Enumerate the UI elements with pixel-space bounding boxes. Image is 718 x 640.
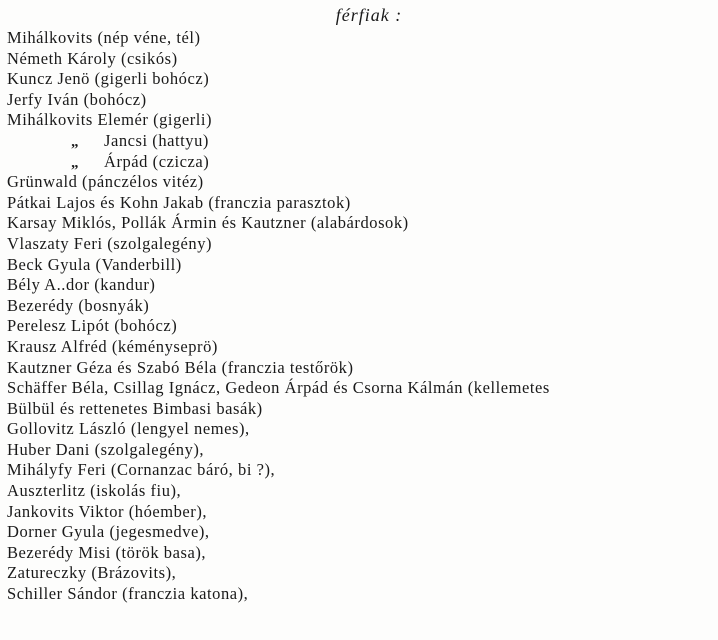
list-item: Bezerédy Misi (török basa), bbox=[7, 542, 207, 562]
list-item: Dorner Gyula (jegesmedve), bbox=[7, 522, 210, 542]
list-item: Bülbül és rettenetes Bimbasi basák) bbox=[7, 398, 263, 418]
list-item: Huber Dani (szolgalegény), bbox=[7, 439, 205, 459]
cast-list bbox=[7, 28, 550, 605]
list-item: Schiller Sándor (franczia katona), bbox=[7, 584, 249, 604]
list-item-text: Jancsi (hattyu) bbox=[104, 130, 209, 150]
list-item: Krausz Alfréd (kéményseprö) bbox=[7, 336, 218, 356]
list-item: Vlaszaty Feri (szolgalegény) bbox=[7, 233, 213, 253]
list-item: Mihálkovits (nép véne, tél) bbox=[7, 28, 201, 47]
list-item: Schäffer Béla, Csillag Ignácz, Gedeon Árpád és Csorna Kálmán (kellemetes bbox=[7, 378, 550, 398]
list-item: Kautzner Géza és Szabó Béla (franczia testőrök) bbox=[7, 357, 354, 377]
list-item: Kuncz Jenö (gigerli bohócz) bbox=[7, 69, 210, 89]
list-item: Perelesz Lipót (bohócz) bbox=[7, 316, 178, 336]
list-item: Zatureczky (Brázovits), bbox=[7, 563, 177, 583]
list-item: Auszterlitz (iskolás fiu), bbox=[7, 481, 182, 501]
list-item: Mihályfy Feri (Cornanzac báró, bi ?), bbox=[7, 460, 276, 480]
list-item-text: Árpád (czicza) bbox=[104, 151, 210, 171]
list-item: Grünwald (pánczélos vitéz) bbox=[7, 172, 204, 192]
list-item bbox=[7, 131, 550, 152]
list-item: Németh Károly (csikós) bbox=[7, 48, 178, 68]
ditto-mark: „ bbox=[70, 133, 79, 150]
list-item: Bély A..dor (kandur) bbox=[7, 275, 156, 295]
ditto-mark: „ bbox=[70, 154, 79, 171]
section-heading: férfiak : bbox=[335, 5, 403, 25]
list-item: Bezerédy (bosnyák) bbox=[7, 295, 150, 315]
list-item: Gollovitz László (lengyel nemes), bbox=[7, 419, 250, 439]
list-item: Beck Gyula (Vanderbill) bbox=[7, 254, 182, 274]
list-item: Jankovits Viktor (hóember), bbox=[7, 501, 208, 521]
list-item: Jerfy Iván (bohócz) bbox=[7, 89, 147, 109]
list-item: Pátkai Lajos és Kohn Jakab (franczia parasztok) bbox=[7, 192, 351, 212]
list-item: Karsay Miklós, Pollák Ármin és Kautzner (alabárdosok) bbox=[7, 213, 409, 233]
list-item: Mihálkovits Elemér (gigerli) bbox=[7, 110, 213, 130]
list-item bbox=[7, 152, 550, 173]
